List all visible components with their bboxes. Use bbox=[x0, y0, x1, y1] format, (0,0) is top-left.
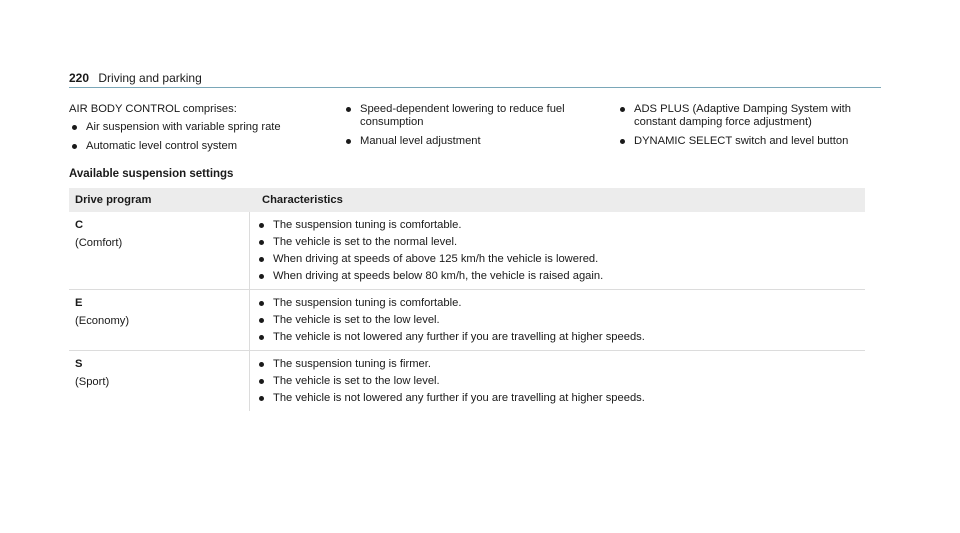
list-item: When driving at speeds below 80 km/h, the vehicle is raised again. bbox=[256, 270, 865, 283]
list-item: The suspension tuning is comfortable. bbox=[256, 297, 865, 310]
list-item: When driving at speeds of above 125 km/h the vehicle is lowered. bbox=[256, 253, 865, 266]
page-header bbox=[69, 71, 202, 85]
table-row bbox=[69, 351, 865, 411]
intro-column-3 bbox=[617, 103, 877, 154]
list-item: The vehicle is not lowered any further if you are travelling at higher speeds. bbox=[256, 392, 865, 405]
intro-heading: AIR BODY CONTROL comprises: bbox=[69, 103, 237, 115]
drive-program-cell bbox=[69, 290, 250, 350]
characteristics-cell bbox=[250, 212, 865, 289]
table-title: Available suspension settings bbox=[69, 168, 234, 180]
table-header-row bbox=[69, 188, 865, 212]
program-name: (Sport) bbox=[75, 376, 110, 388]
header-divider bbox=[69, 87, 881, 88]
intro-column-2 bbox=[343, 103, 593, 154]
program-name: (Comfort) bbox=[75, 237, 123, 249]
list-item: Manual level adjustment bbox=[343, 135, 593, 148]
list-item: Automatic level control system bbox=[69, 140, 319, 153]
list-item: The vehicle is set to the low level. bbox=[256, 314, 865, 327]
list-item: The suspension tuning is firmer. bbox=[256, 358, 865, 371]
characteristics-cell bbox=[250, 351, 865, 411]
list-item: The vehicle is not lowered any further if you are travelling at higher speeds. bbox=[256, 331, 865, 344]
list-item: ADS PLUS (Adaptive Damping System with constant damping force adjustment) bbox=[617, 103, 877, 129]
program-name: (Economy) bbox=[75, 315, 130, 327]
list-item: The vehicle is set to the low level. bbox=[256, 375, 865, 388]
drive-program-cell bbox=[69, 351, 250, 411]
program-code: E bbox=[75, 297, 83, 309]
section-title: Driving and parking bbox=[98, 71, 202, 85]
table-row bbox=[69, 290, 865, 351]
list-item: The vehicle is set to the normal level. bbox=[256, 236, 865, 249]
list-item: The suspension tuning is comfortable. bbox=[256, 219, 865, 232]
list-item: DYNAMIC SELECT switch and level button bbox=[617, 135, 877, 148]
table-row bbox=[69, 212, 865, 290]
column-header-characteristics: Characteristics bbox=[262, 193, 343, 206]
list-item: Speed-dependent lowering to reduce fuel consumption bbox=[343, 103, 593, 129]
drive-program-cell bbox=[69, 212, 250, 289]
program-code: C bbox=[75, 219, 84, 231]
program-code: S bbox=[75, 358, 83, 370]
characteristics-cell bbox=[250, 290, 865, 350]
page-number: 220 bbox=[69, 71, 90, 85]
list-item: Air suspension with variable spring rate bbox=[69, 121, 319, 134]
column-header-drive-program: Drive program bbox=[75, 193, 152, 206]
suspension-settings-table bbox=[69, 188, 865, 411]
intro-column-1 bbox=[69, 103, 319, 159]
